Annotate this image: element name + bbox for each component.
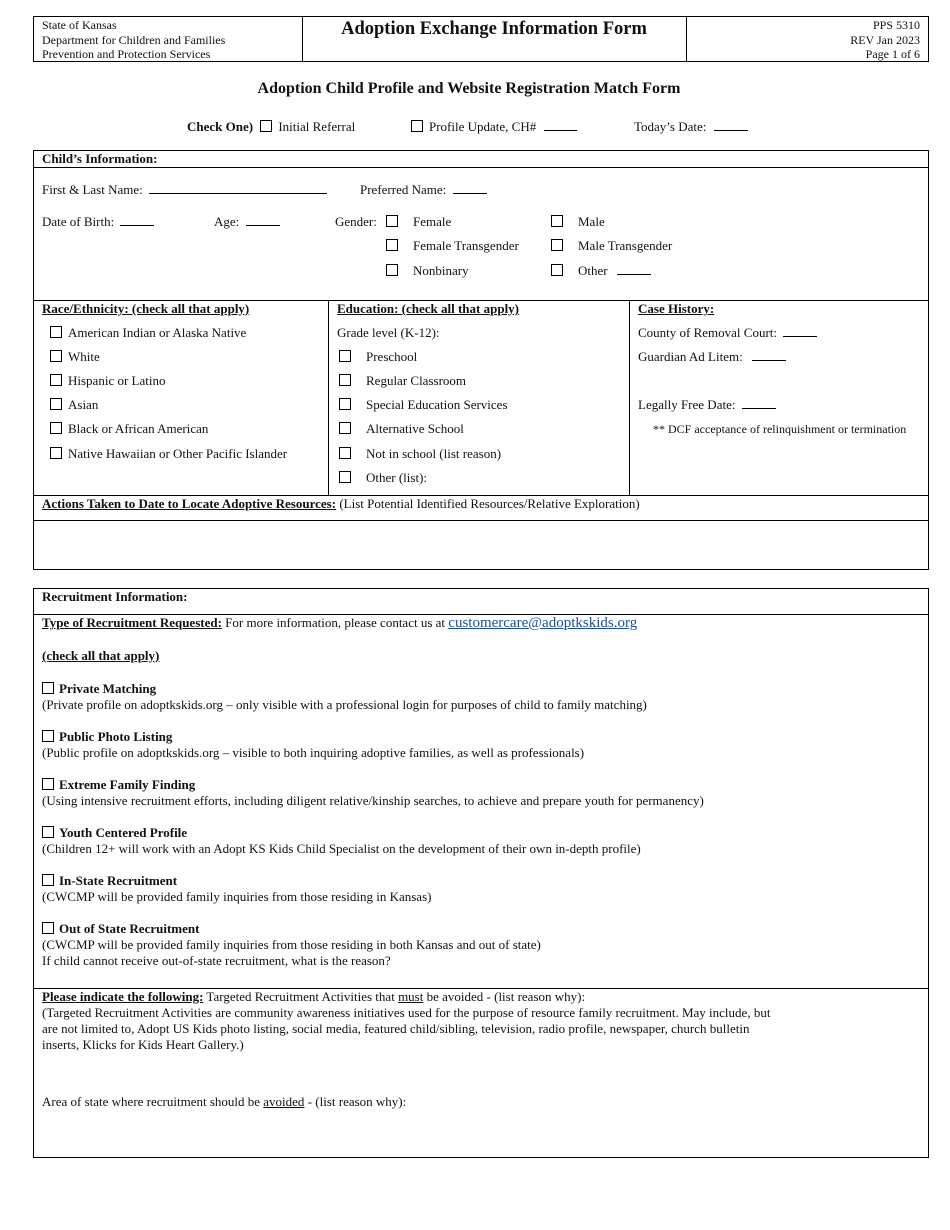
- targeted-recruitment-paragraph: [42, 1005, 770, 1053]
- out-of-state-recruitment-checkbox[interactable]: [42, 922, 54, 934]
- indicate-label: Please indicate the following:: [42, 989, 204, 1004]
- indicate-text-post: be avoided - (list reason why):: [426, 989, 586, 1004]
- recruitment-option-title: Out of State Recruitment: [59, 921, 200, 936]
- recruitment-option-title: In-State Recruitment: [59, 873, 178, 888]
- recruitment-option-desc: (Using intensive recruitment efforts, including diligent relative/kinship searches, to achieve and prepare youth for permanency): [42, 793, 704, 808]
- recruitment-option-desc: (CWCMP will be provided family inquiries from those residing in Kansas): [42, 889, 432, 904]
- recruitment-option-title: Extreme Family Finding: [59, 777, 196, 792]
- education-checkbox[interactable]: [339, 422, 351, 434]
- legally-free-row: [638, 397, 776, 413]
- type-of-recruitment-text: For more information, please contact us at: [225, 615, 446, 630]
- age-row: [214, 214, 280, 230]
- gender-male-transgender: [551, 238, 672, 254]
- dob-label: Date of Birth:: [42, 214, 115, 229]
- gender-female-label: Female: [413, 214, 452, 229]
- county-label: County of Removal Court:: [638, 325, 778, 340]
- recruitment-option-desc: (Public profile on adoptkskids.org – visible to both inquiring adoptive families, as well as professionals): [42, 745, 585, 760]
- race-option-label: American Indian or Alaska Native: [68, 325, 247, 340]
- check-one-row: [187, 119, 355, 135]
- name-row: [42, 182, 327, 198]
- race-checkbox[interactable]: [50, 374, 62, 386]
- area-avoided-text-area[interactable]: [34, 1112, 928, 1156]
- grade-level-label: Grade level (K-12):: [337, 325, 440, 340]
- gender-female-checkbox[interactable]: [386, 215, 398, 227]
- education-option-label: Alternative School: [366, 421, 464, 436]
- gender-male-transgender-label: Male Transgender: [578, 238, 673, 253]
- form-title: Adoption Exchange Information Form: [341, 19, 647, 39]
- area-avoided-pre: Area of state where recruitment should be: [42, 1094, 261, 1109]
- indicate-text-pre: Targeted Recruitment Activities that: [206, 989, 395, 1004]
- recruitment-option: [42, 873, 431, 905]
- form-meta-block: [690, 18, 920, 62]
- gender-male-transgender-checkbox[interactable]: [551, 239, 563, 251]
- first-last-name-label: First & Last Name:: [42, 182, 143, 197]
- form-number: PPS 5310: [872, 18, 920, 32]
- age-field[interactable]: [246, 225, 280, 226]
- gender-female-transgender-label: Female Transgender: [413, 238, 519, 253]
- type-of-recruitment-row: [42, 615, 637, 632]
- preferred-name-row: [360, 182, 487, 198]
- actions-row: [42, 496, 640, 512]
- agency-block: [42, 18, 225, 62]
- gender-male: [551, 214, 605, 230]
- column-divider-1: [328, 300, 329, 495]
- race-checkbox[interactable]: [50, 326, 62, 338]
- child-info-heading-rule: [33, 167, 929, 168]
- legally-free-label: Legally Free Date:: [638, 397, 736, 412]
- gender-nonbinary: [386, 263, 469, 279]
- recruitment-option: [42, 729, 584, 761]
- preferred-name-label: Preferred Name:: [360, 182, 447, 197]
- todays-date-field[interactable]: [714, 130, 748, 131]
- revision-date: REV Jan 2023: [850, 32, 920, 47]
- public-photo-listing-checkbox[interactable]: [42, 730, 54, 742]
- race-option: [50, 373, 165, 389]
- gender-nonbinary-label: Nonbinary: [413, 263, 469, 278]
- race-checkbox[interactable]: [50, 398, 62, 410]
- recruitment-option-title: Public Photo Listing: [59, 729, 173, 744]
- education-checkbox[interactable]: [339, 471, 351, 483]
- youth-centered-profile-checkbox[interactable]: [42, 826, 54, 838]
- race-option-label: Native Hawaiian or Other Pacific Islander: [68, 446, 288, 461]
- education-option-label: Regular Classroom: [366, 373, 467, 388]
- recruitment-option-title: Private Matching: [59, 681, 157, 696]
- race-checkbox[interactable]: [50, 422, 62, 434]
- guardian-field[interactable]: [752, 360, 786, 361]
- out-of-state-reason-question: If child cannot receive out-of-state recruitment, what is the reason?: [42, 953, 391, 968]
- indicate-row: [42, 989, 585, 1005]
- gender-other-checkbox[interactable]: [551, 264, 563, 276]
- agency-line: Prevention and Protection Services: [42, 47, 211, 61]
- education-checkbox[interactable]: [339, 374, 351, 386]
- education-option-label: Preschool: [366, 349, 418, 364]
- paragraph-line: inserts, Klicks for Kids Heart Gallery.): [42, 1037, 244, 1052]
- recruitment-option: [42, 825, 641, 857]
- education-option: [339, 373, 466, 389]
- todays-date-row: [634, 119, 748, 135]
- recruitment-option: [42, 921, 541, 969]
- paragraph-line: are not limited to, Adopt US Kids photo listing, social media, featured child/sibling, television, radio profile, newspaper, church bulletin: [42, 1021, 750, 1036]
- todays-date-label: Today’s Date:: [634, 119, 707, 134]
- actions-detail: (List Potential Identified Resources/Relative Exploration): [339, 496, 640, 511]
- check-all-label: (check all that apply): [42, 648, 160, 663]
- race-option: [50, 397, 98, 413]
- education-option: [339, 446, 501, 462]
- area-avoided-word: avoided: [263, 1094, 305, 1109]
- gender-other-field[interactable]: [617, 274, 651, 275]
- education-option-label: Other (list):: [366, 470, 428, 485]
- profile-update-field[interactable]: [544, 130, 577, 131]
- recruitment-option: [42, 777, 704, 809]
- education-checkbox[interactable]: [339, 350, 351, 362]
- education-option: [339, 470, 427, 486]
- actions-text-area[interactable]: [34, 521, 928, 569]
- recruitment-heading: Recruitment Information:: [42, 589, 188, 604]
- race-checkbox[interactable]: [50, 447, 62, 459]
- private-matching-checkbox[interactable]: [42, 682, 54, 694]
- education-option: [339, 421, 464, 437]
- child-info-heading: Child’s Information:: [42, 151, 158, 166]
- dob-field[interactable]: [120, 225, 154, 226]
- guardian-label: Guardian Ad Litem:: [638, 349, 743, 364]
- education-option: [339, 349, 417, 365]
- recruitment-option-desc: (Private profile on adoptkskids.org – only visible with a professional login for purposes of child to family matching): [42, 697, 647, 712]
- race-option-label: White: [68, 349, 100, 364]
- gender-other: [551, 263, 651, 279]
- recruitment-option: [42, 681, 647, 713]
- check-one-label: Check One): [187, 119, 254, 134]
- recruitment-option-desc: (Children 12+ will work with an Adopt KS Kids Child Specialist on the development of their own in-depth profile): [42, 841, 641, 856]
- education-checkbox[interactable]: [339, 447, 351, 459]
- race-option-label: Hispanic or Latino: [68, 373, 166, 388]
- education-checkbox[interactable]: [339, 398, 351, 410]
- area-avoided-post: - (list reason why):: [307, 1094, 407, 1109]
- initial-referral-checkbox[interactable]: [260, 120, 272, 132]
- area-avoided-row: [42, 1094, 406, 1110]
- column-divider-2: [629, 300, 630, 495]
- actions-heading: Actions Taken to Date to Locate Adoptive Resources:: [42, 496, 337, 511]
- preferred-name-field[interactable]: [453, 193, 487, 194]
- race-option: [50, 421, 208, 437]
- gender-nonbinary-checkbox[interactable]: [386, 264, 398, 276]
- dcf-note: ** DCF acceptance of relinquishment or termination: [653, 422, 907, 436]
- race-option-label: Asian: [68, 397, 99, 412]
- gender-female-transgender: [386, 238, 519, 254]
- race-heading: Race/Ethnicity: (check all that apply): [42, 301, 250, 316]
- race-option: [50, 325, 246, 341]
- education-option-label: Special Education Services: [366, 397, 508, 412]
- paragraph-line: (Targeted Recruitment Activities are community awareness initiatives used for the purpose of resource family recruitment. May include, but: [42, 1005, 771, 1020]
- guardian-row: [638, 349, 786, 365]
- agency-line: Department for Children and Families: [42, 32, 226, 47]
- page-subtitle: Adoption Child Profile and Website Registration Match Form: [257, 80, 681, 97]
- header-divider-right: [686, 16, 687, 62]
- initial-referral-label: Initial Referral: [278, 119, 356, 134]
- age-label: Age:: [214, 214, 240, 229]
- dob-row: [42, 214, 154, 230]
- gender-label-row: [335, 214, 377, 230]
- gender-female: [386, 214, 451, 230]
- extreme-family-finding-checkbox[interactable]: [42, 778, 54, 790]
- recruitment-option-title: Youth Centered Profile: [59, 825, 188, 840]
- race-option: [50, 446, 287, 462]
- page-number: Page 1 of 6: [865, 47, 920, 61]
- gender-other-label: Other: [578, 263, 608, 278]
- legally-free-field[interactable]: [742, 408, 776, 409]
- profile-update-label: Profile Update, CH#: [429, 119, 537, 134]
- type-of-recruitment-label: Type of Recruitment Requested:: [42, 615, 222, 630]
- education-heading: Education: (check all that apply): [337, 301, 520, 316]
- gender-female-transgender-checkbox[interactable]: [386, 239, 398, 251]
- customer-care-email-link[interactable]: customercare@adoptkskids.org: [448, 615, 638, 631]
- in-state-recruitment-checkbox[interactable]: [42, 874, 54, 886]
- education-option: [339, 397, 508, 413]
- education-option-label: Not in school (list reason): [366, 446, 502, 461]
- county-field[interactable]: [783, 336, 817, 337]
- county-row: [638, 325, 817, 341]
- race-option-label: Black or African American: [68, 421, 209, 436]
- gender-male-label: Male: [578, 214, 605, 229]
- gender-label: Gender:: [335, 214, 377, 229]
- recruitment-option-desc: (CWCMP will be provided family inquiries from those residing in both Kansas and out of state): [42, 937, 541, 952]
- gender-male-checkbox[interactable]: [551, 215, 563, 227]
- first-last-name-field[interactable]: [149, 193, 327, 194]
- indicate-must: must: [398, 989, 424, 1004]
- case-history-heading: Case History:: [638, 301, 715, 316]
- race-option: [50, 349, 100, 365]
- profile-update-checkbox[interactable]: [411, 120, 423, 132]
- profile-update-row: [411, 119, 577, 135]
- race-checkbox[interactable]: [50, 350, 62, 362]
- agency-line: State of Kansas: [42, 18, 117, 32]
